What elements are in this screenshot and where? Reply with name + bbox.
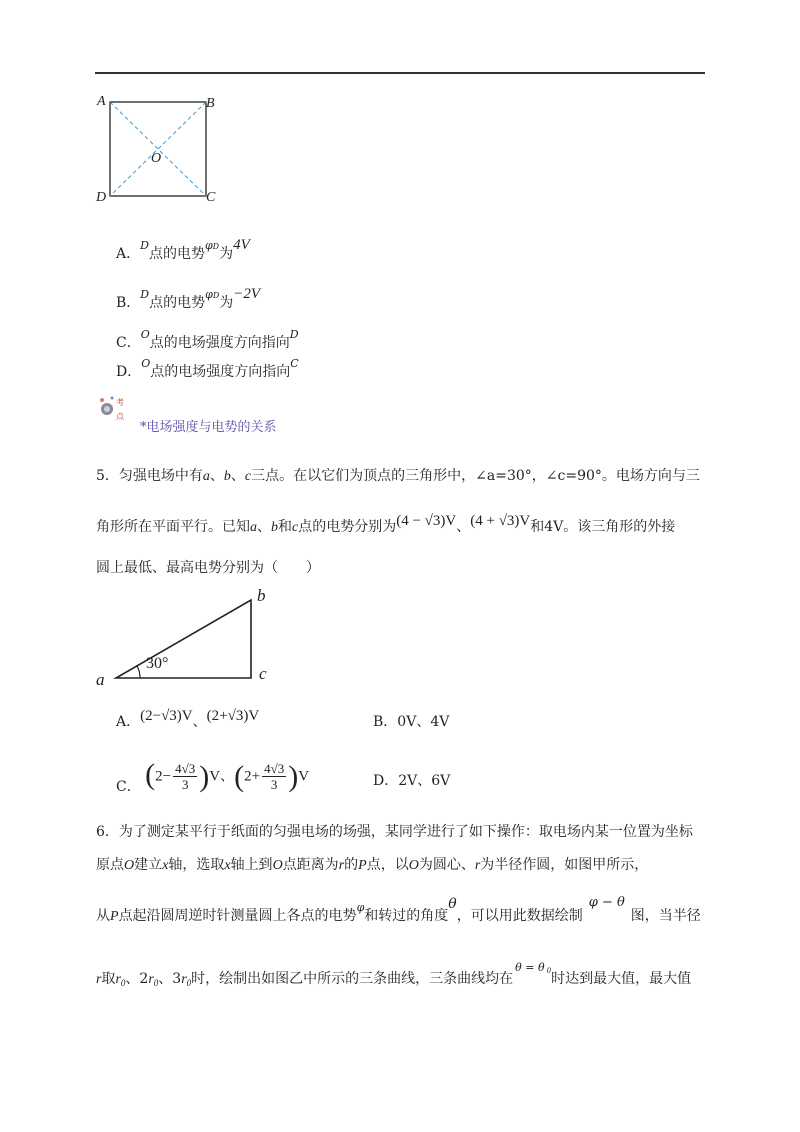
tri-label-b: b (257, 586, 266, 605)
tri-label-c: c (259, 664, 267, 683)
q5-option-a[interactable]: A．(2−√3)V、(2+√3)V (116, 708, 260, 730)
label-A: A (97, 94, 106, 109)
label-B: B (206, 96, 215, 111)
q6-line-2: 原点O建立x轴，选取x轴上到O点距离为r的P点，以O为圆心、r为半径作圆，如图甲所示， (96, 857, 649, 873)
q5-option-d[interactable]: D．2V、6V (373, 773, 451, 789)
q5-line-1: 5．匀强电场中有a、b、c三点。在以它们为顶点的三角形中，∠a=30°，∠c=90°。电场方向与三 (96, 468, 700, 484)
q6-line-4: r取$r_0$、$2r_0$、$3r_0$时，绘制出如图乙中所示的三条曲线，三条曲线均在$^{\theta = \theta}$ $^0$时达到最大值，最大值 (96, 961, 692, 988)
q4-option-d[interactable]: D．$^O$点的电场强度方向指向$^C$ (116, 357, 299, 380)
q5-option-c[interactable]: C． (2− $\frac{4√3}{3}$ )V、(2+ $\frac{4√3}{3}$ )V (116, 757, 310, 795)
q5-option-b[interactable]: B．0V、4V (373, 714, 450, 730)
kaodian-tag[interactable]: *电场强度与电势的关系 (140, 420, 277, 435)
header-rule (95, 72, 705, 74)
tri-label-a: a (96, 670, 105, 689)
q4-option-b[interactable]: B．$^D$点的电势$^{\varphi D}$为−2V (116, 286, 261, 311)
tri-angle: 30° (146, 655, 169, 672)
q4-option-a[interactable]: A．$^D$点的电势$^{\varphi D}$为4V (116, 237, 250, 262)
q5-line-2: 角形所在平面平行。已知a、b和c点的电势分别为(4 − √3)V、(4 + √3)V和4V。该三角形的外接 (96, 513, 676, 535)
q4-option-c[interactable]: C．$^O$点的电场强度方向指向$^D$ (116, 328, 299, 351)
label-O: O (151, 151, 162, 166)
svg-text:考: 考 (116, 398, 124, 407)
q6-line-1: 6．为了测定某平行于纸面的匀强电场的场强，某同学进行了如下操作：取电场内某一位置为坐标 (96, 824, 693, 840)
triangle-diagram (110, 592, 270, 684)
q6-line-3: 从P点起沿圆周逆时针测量圆上各点的电势$^\varphi$和转过的角度θ，可以用此数据绘制φ − θ图，当半径 (96, 895, 701, 924)
kaodian-icon (96, 392, 130, 424)
svg-text:点: 点 (116, 412, 124, 421)
q5-line-3: 圆上最低、最高电势分别为（ ） (96, 560, 320, 576)
label-D: D (96, 190, 107, 205)
label-C: C (206, 190, 216, 205)
